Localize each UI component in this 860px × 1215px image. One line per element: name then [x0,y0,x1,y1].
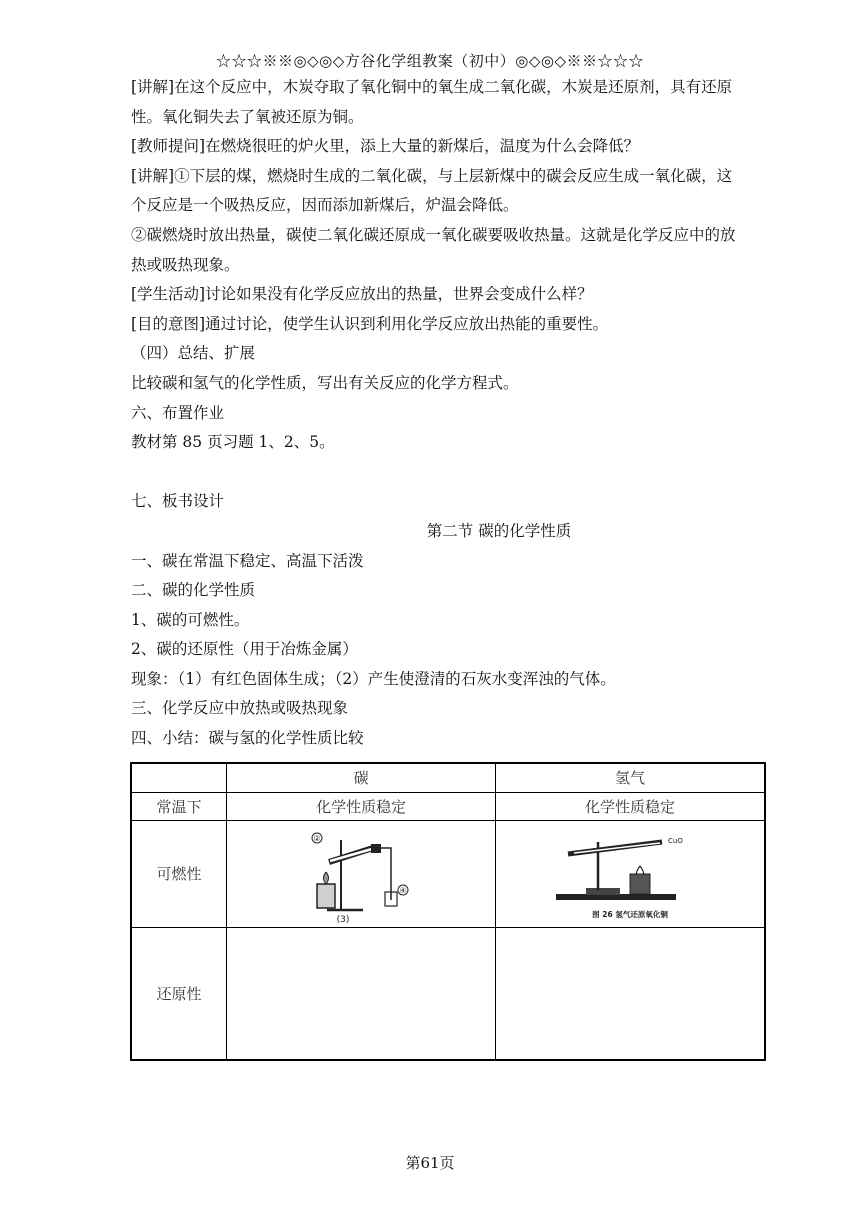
table-row-label: 还原性 [131,927,227,1060]
text-line: 二、碳的化学性质 [131,581,256,600]
figure-mark: ④ [399,885,407,895]
comparison-table [130,762,766,1061]
table-cell [496,927,765,1060]
text-line: 教材第 85 页习题 1、2、5。 [131,433,335,452]
text-line: [教师提问]在燃烧很旺的炉火里，添上大量的新煤后，温度为什么会降低？ [131,137,640,156]
text-line: 现象：（1）有红色固体生成；（2）产生使澄清的石灰水变浑浊的气体。 [131,669,616,688]
table-cell [227,927,496,1060]
figure-label: CuO [668,836,683,845]
text-line: 个反应是一个吸热反应，因而添加新煤后，炉温会降低。 [131,196,519,215]
figure-caption: 图 26 氢气还原氧化铜 [592,909,668,919]
section-heading: 六、布置作业 [131,403,225,422]
figure-mark: ② [313,833,321,843]
text-line: 1、碳的可燃性。 [131,610,250,629]
table-cell [227,820,496,927]
text-line: [目的意图]通过讨论，使学生认识到利用化学反应放出热能的重要性。 [131,314,609,333]
table-row-label: 可燃性 [131,820,227,927]
table-header-carbon: 碳 [227,763,496,792]
text-line: [讲解]①下层的煤，燃烧时生成的二氧化碳，与上层新煤中的碳会反应生成一氧化碳，这 [131,166,733,185]
section-heading: （四）总结、扩展 [131,344,256,363]
document-body [131,73,807,754]
page-header: ☆☆☆※※◎◇◎◇方谷化学组教案（初中）◎◇◎◇※※☆☆☆ [216,52,644,70]
text-line: [讲解]在这个反应中，木炭夺取了氧化铜中的氧生成二氧化碳，木炭是还原剂，具有还原 [131,78,733,96]
text-line: 四、小结：碳与氢的化学性质比较 [131,729,364,748]
table-header-hydrogen: 氢气 [496,763,765,792]
page-number: 第61页 [405,1154,455,1172]
figure-number: (3) [336,914,350,925]
table-corner-cell [131,763,227,792]
text-line: 一、碳在常温下稳定、高温下活泼 [131,551,364,570]
table-cell [496,820,765,927]
table-row-label: 常温下 [131,792,227,820]
text-line: 热或吸热现象。 [131,255,240,274]
table-cell: 化学性质稳定 [227,792,496,820]
text-line: 2、碳的还原性（用于冶炼金属） [131,640,358,659]
text-line: ②碳燃烧时放出热量，碳使二氧化碳还原成一氧化碳要吸收热量。这就是化学反应中的放 [131,225,736,244]
blank-line [131,458,807,488]
section-heading: 七、板书设计 [131,492,225,511]
table-cell: 化学性质稳定 [496,792,765,820]
hydrogen-reduction-apparatus-figure [550,822,710,926]
text-line: 比较碳和氢气的化学性质，写出有关反应的化学方程式。 [131,373,519,392]
board-title: 第二节 碳的化学性质 [426,521,572,540]
text-line: 性。氧化铜失去了氧被还原为铜。 [131,107,364,126]
text-line: 三、化学反应中放热或吸热现象 [131,699,349,718]
text-line: [学生活动]讨论如果没有化学反应放出的热量，世界会变成什么样？ [131,285,593,304]
carbon-combustion-apparatus-figure [301,822,421,926]
